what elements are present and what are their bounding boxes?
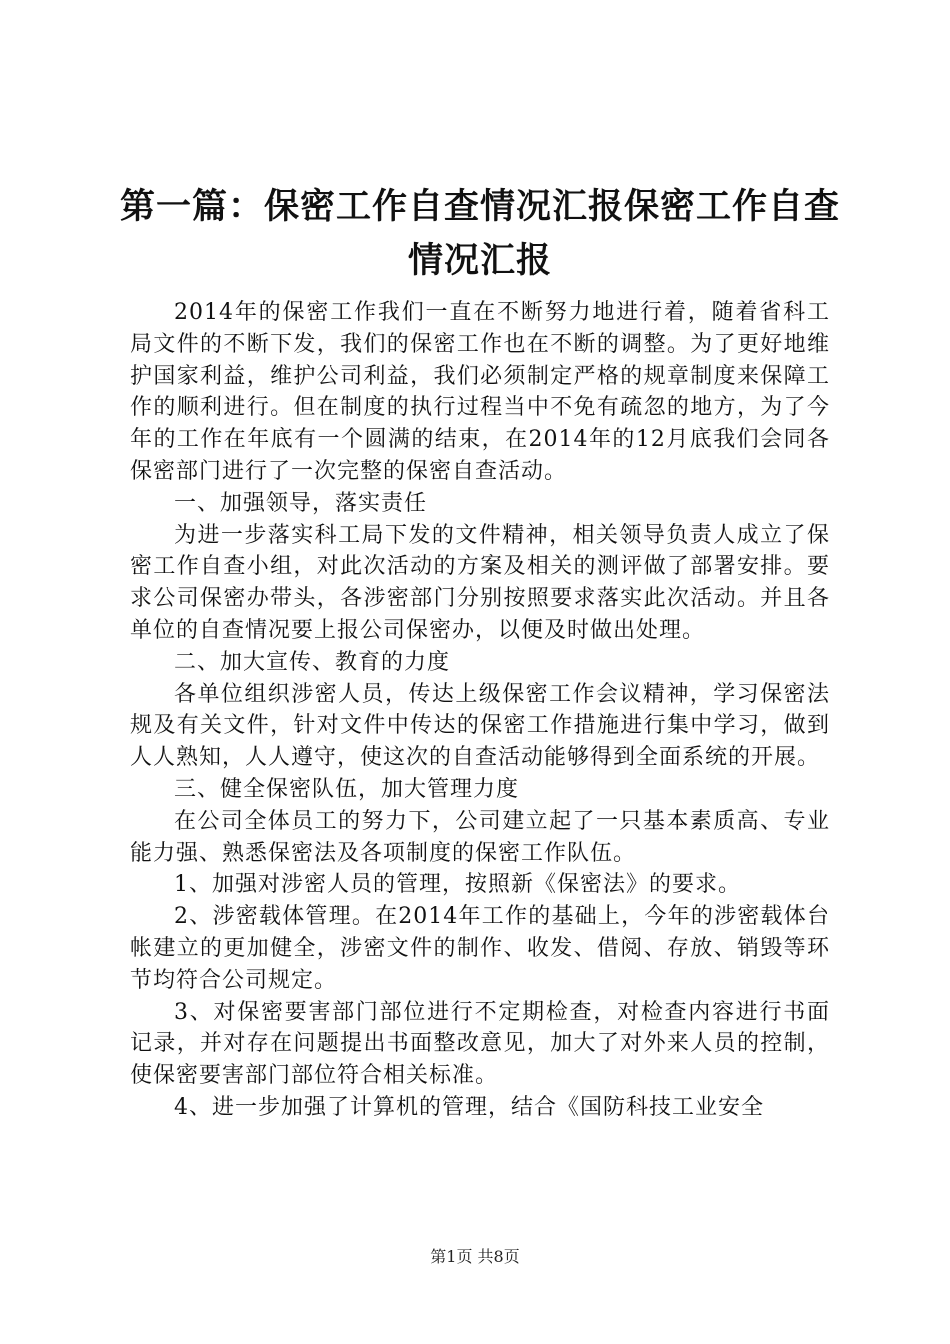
section-heading: 一、加强领导，落实责任 bbox=[174, 490, 428, 516]
title-line-1: 第一篇：保密工作自查情况汇报保密工作自查 bbox=[120, 186, 841, 227]
list-item: 1、加强对涉密人员的管理，按照新《保密法》的要求。 bbox=[174, 872, 741, 898]
document-title bbox=[120, 180, 840, 288]
page-footer: 第1页 共8页 bbox=[430, 1247, 520, 1266]
section-heading: 三、健全保密队伍，加大管理力度 bbox=[174, 776, 520, 802]
document-body bbox=[130, 297, 830, 1124]
list-item: 2、涉密载体管理。在2014年工作的基础上，今年的涉密载体台帐建立的更加健全，涉密文件的制作、收发、借阅、存放、销毁等环节均符合公司规定。 bbox=[130, 904, 830, 993]
list-item: 3、对保密要害部门部位进行不定期检查，对检查内容进行书面记录，并对存在问题提出书面整改意见，加大了对外来人员的控制，使保密要害部门部位符合相关标准。 bbox=[130, 999, 830, 1089]
body-paragraph: 各单位组织涉密人员，传达上级保密工作会议精神，学习保密法规及有关文件，针对文件中传达的保密工作措施进行集中学习，做到人人熟知，人人遵守，使这次的自查活动能够得到全面系统的开展。 bbox=[130, 681, 830, 771]
title-line-2: 情况汇报 bbox=[407, 240, 552, 281]
list-item: 4、进一步加强了计算机的管理，结合《国防科技工业安全 bbox=[174, 1094, 764, 1120]
body-paragraph: 在公司全体员工的努力下，公司建立起了一只基本素质高、专业能力强、熟悉保密法及各项制度的保密工作队伍。 bbox=[130, 808, 830, 866]
body-paragraph: 为进一步落实科工局下发的文件精神，相关领导负责人成立了保密工作自查小组，对此次活动的方案及相关的测评做了部署安排。要求公司保密办带头，各涉密部门分别按照要求落实此次活动。并且各单位的自查情况要上报公司保密办，以便及时做出处理。 bbox=[130, 522, 830, 643]
section-heading: 二、加大宣传、教育的力度 bbox=[174, 649, 451, 675]
body-paragraph: 2014年的保密工作我们一直在不断努力地进行着，随着省科工局文件的不断下发，我们的保密工作也在不断的调整。为了更好地维护国家利益，维护公司利益，我们必须制定严格的规章制度来保障工作的顺利进行。但在制度的执行过程当中不免有疏忽的地方，为了今年的工作在年底有一个圆满的结束，在2014年的12月底我们会同各保密部门进行了一次完整的保密自查活动。 bbox=[130, 300, 830, 484]
